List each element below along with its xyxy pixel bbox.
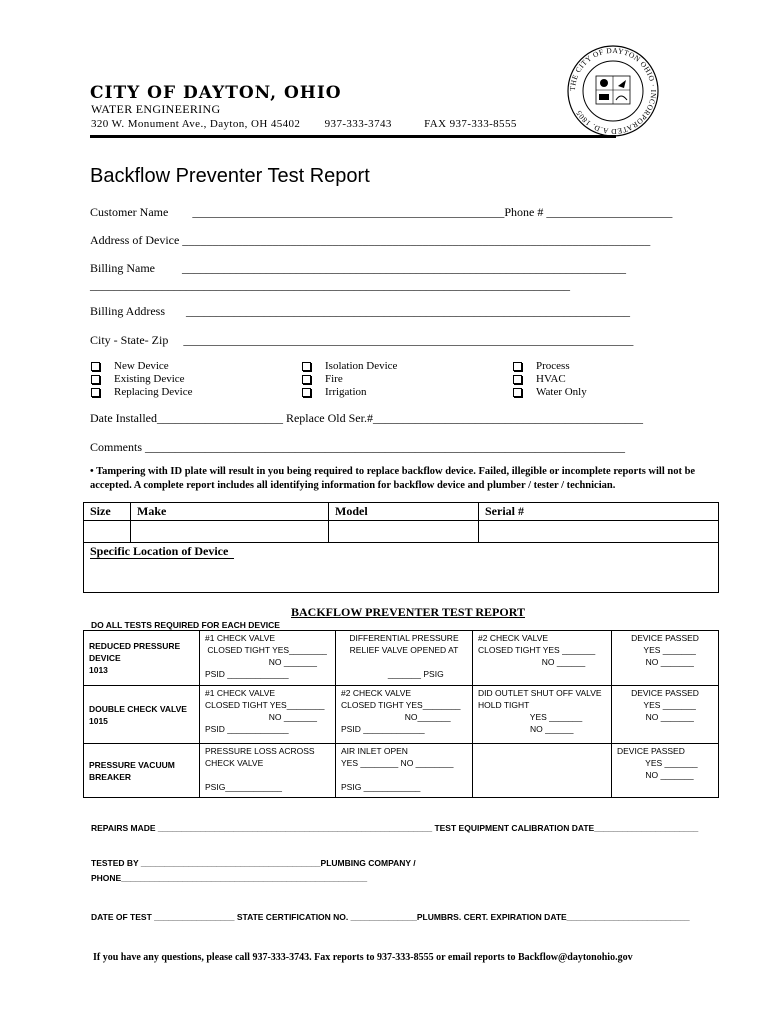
make-header: Make: [131, 503, 329, 521]
checkbox-fire[interactable]: [302, 373, 397, 386]
address-line: [91, 118, 517, 130]
repairs-field[interactable]: REPAIRS MADE __________________________________________________________ TEST EQUIPMENT CALIBRATION DATE______________________: [91, 823, 699, 833]
model-cell[interactable]: [329, 521, 479, 543]
billing-name-field[interactable]: Billing Name __________________________________________________________________________: [90, 261, 626, 275]
date-installed-field[interactable]: Date Installed_____________________ Replace Old Ser.#_____________________________________________: [90, 411, 643, 425]
rpz-relief-valve[interactable]: DIFFERENTIAL PRESSURE RELIEF VALVE OPENED AT _______ PSIG: [336, 631, 473, 686]
checkbox-icon[interactable]: [513, 375, 522, 384]
tampering-notice: • Tampering with ID plate will result in you being required to replace backflow device. Failed, illegible or incomplete reports will not be accepted. A complete report includes all identifying information for backflow device and plumber / tester / technician.: [90, 466, 696, 491]
checkbox-label: Fire: [325, 373, 343, 385]
comments-field[interactable]: Comments ________________________________________________________________________________: [90, 440, 626, 454]
address-of-device-field[interactable]: Address of Device ______________________________________________________________________________: [90, 233, 651, 247]
pvb-passed[interactable]: DEVICE PASSED YES _______ NO _______: [612, 744, 719, 798]
make-cell[interactable]: [131, 521, 329, 543]
pvb-empty-cell: [473, 744, 612, 798]
rpz-check1[interactable]: #1 CHECK VALVE CLOSED TIGHT YES________ NO _______ PSID _____________: [200, 631, 336, 686]
phone-field[interactable]: PHONE____________________________________________________: [91, 873, 368, 883]
header-rule: [90, 135, 616, 138]
checkbox-label: Process: [536, 360, 570, 372]
checkbox-label: Existing Device: [114, 373, 185, 385]
checkbox-label: New Device: [114, 360, 169, 372]
serial-cell[interactable]: [479, 521, 719, 543]
tested-by-field[interactable]: TESTED BY ______________________________________PLUMBING COMPANY /: [91, 858, 416, 868]
billing-name-continuation[interactable]: ________________________________________________________________________________: [90, 278, 570, 292]
device-info-table: [83, 502, 719, 593]
department-name: WATER ENGINEERING: [91, 102, 221, 116]
contact-info: If you have any questions, please call 937-333-3743. Fax reports to 937-333-8555 or email reports to Backflow@daytonohio.gov: [93, 952, 633, 963]
checkbox-group-1: [91, 360, 193, 399]
checkbox-icon[interactable]: [513, 362, 522, 371]
city-state-zip-field[interactable]: City - State- Zip ___________________________________________________________________________: [90, 333, 634, 347]
checkbox-process[interactable]: [513, 360, 587, 373]
checkbox-label: HVAC: [536, 373, 566, 385]
checkbox-isolation-device[interactable]: [302, 360, 397, 373]
checkbox-group-3: [513, 360, 587, 399]
rpz-passed[interactable]: DEVICE PASSED YES _______ NO _______: [612, 631, 719, 686]
size-cell[interactable]: [84, 521, 131, 543]
checkbox-hvac[interactable]: [513, 373, 587, 386]
checkbox-icon[interactable]: [302, 388, 311, 397]
dcv-label: DOUBLE CHECK VALVE 1015: [84, 686, 200, 744]
checkbox-icon[interactable]: [513, 388, 522, 397]
checkbox-existing-device[interactable]: [91, 373, 193, 386]
rpz-check2[interactable]: #2 CHECK VALVE CLOSED TIGHT YES _______ NO ______: [473, 631, 612, 686]
dcv-check2[interactable]: #2 CHECK VALVE CLOSED TIGHT YES________ NO_______ PSID _____________: [336, 686, 473, 744]
size-header: Size: [84, 503, 131, 521]
serial-header: Serial #: [479, 503, 719, 521]
checkbox-replacing-device[interactable]: [91, 386, 193, 399]
checkbox-irrigation[interactable]: [302, 386, 397, 399]
customer-name-field[interactable]: Customer Name ____________________________________________________Phone # _____________________: [90, 205, 673, 219]
checkbox-icon[interactable]: [91, 375, 100, 384]
pvb-air-inlet[interactable]: AIR INLET OPEN YES ________ NO ________ PSIG ____________: [336, 744, 473, 798]
checkbox-icon[interactable]: [91, 388, 100, 397]
billing-address-field[interactable]: Billing Address __________________________________________________________________________: [90, 304, 631, 318]
city-title: CITY OF DAYTON, OHIO: [90, 83, 342, 103]
model-header: Model: [329, 503, 479, 521]
location-label: Specific Location of Device: [90, 544, 234, 559]
rpz-label: REDUCED PRESSURE DEVICE 1013: [84, 631, 200, 686]
dcv-outlet-valve[interactable]: DID OUTLET SHUT OFF VALVE HOLD TIGHT YES _______ NO ______: [473, 686, 612, 744]
checkbox-label: Replacing Device: [114, 386, 193, 398]
pvb-label: PRESSURE VACUUM BREAKER: [84, 744, 200, 798]
report-title: Backflow Preventer Test Report: [90, 165, 370, 187]
tests-title: BACKFLOW PREVENTER TEST REPORT: [291, 605, 525, 619]
dcv-passed[interactable]: DEVICE PASSED YES _______ NO _______: [612, 686, 719, 744]
fax-text: FAX 937-333-8555: [424, 118, 517, 130]
pvb-pressure-loss[interactable]: PRESSURE LOSS ACROSS CHECK VALVE PSIG____________: [200, 744, 336, 798]
checkbox-icon[interactable]: [302, 375, 311, 384]
checkbox-water-only[interactable]: [513, 386, 587, 399]
phone-text: 937-333-3743: [324, 118, 392, 130]
checkbox-label: Irrigation: [325, 386, 367, 398]
checkbox-new-device[interactable]: [91, 360, 193, 373]
tests-table: [83, 630, 719, 798]
city-seal-icon: [566, 44, 660, 138]
seal-text: THE CITY OF DAYTON OHIO · INCORPORATED A.D. 1805: [567, 45, 659, 137]
address-text: 320 W. Monument Ave., Dayton, OH 45402: [91, 118, 301, 130]
date-of-test-field[interactable]: DATE OF TEST _________________ STATE CERTIFICATION NO. ______________PLUMBRS. CERT. EXPIRATION DATE__________________________: [91, 912, 690, 922]
location-cell[interactable]: [84, 543, 719, 593]
checkbox-label: Isolation Device: [325, 360, 398, 372]
checkbox-icon[interactable]: [302, 362, 311, 371]
all-tests-note: DO ALL TESTS REQUIRED FOR EACH DEVICE: [91, 620, 280, 630]
checkbox-label: Water Only: [536, 386, 587, 398]
dcv-check1[interactable]: #1 CHECK VALVE CLOSED TIGHT YES________ NO _______ PSID _____________: [200, 686, 336, 744]
checkbox-group-2: [302, 360, 397, 399]
checkbox-icon[interactable]: [91, 362, 100, 371]
